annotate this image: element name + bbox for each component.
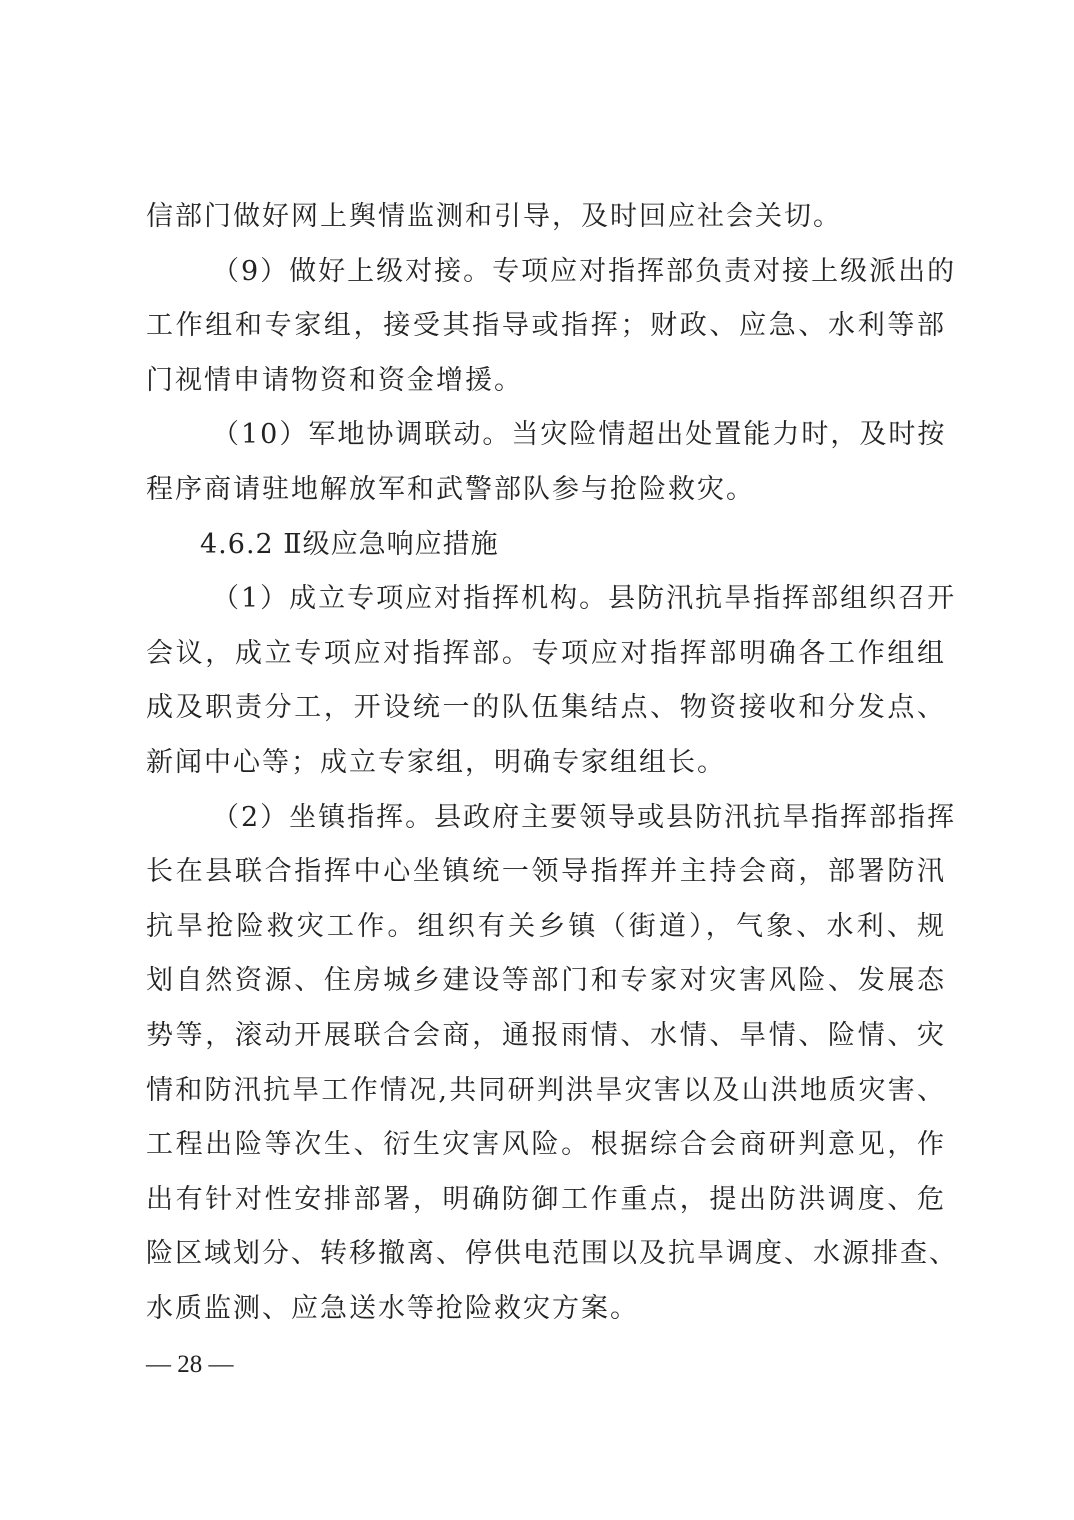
section-heading: 4.6.2 Ⅱ级应急响应措施 [200,528,499,560]
paragraph-line: 工作组和专家组，接受其指导或指挥；财政、应急、水利等部 [146,310,946,342]
paragraph-line: 长在县联合指挥中心坐镇统一领导指挥并主持会商，部署防汛 [146,856,946,888]
page-number: — 28 — [146,1351,234,1378]
body-text [146,190,958,1336]
paragraph-line: 成及职责分工，开设统一的队伍集结点、物资接收和分发点、 [146,692,946,724]
paragraph-line: 程序商请驻地解放军和武警部队参与抢险救灾。 [146,473,755,505]
paragraph-line: 水质监测、应急送水等抢险救灾方案。 [146,1292,639,1324]
paragraph-line: 会议，成立专项应对指挥部。专项应对指挥部明确各工作组组 [146,637,946,669]
paragraph-line: 出有针对性安排部署，明确防御工作重点，提出防洪调度、危 [146,1183,946,1215]
paragraph-line: 险区域划分、转移撤离、停供电范围以及抗旱调度、水源排查、 [146,1238,958,1270]
paragraph-line: 情和防汛抗旱工作情况,共同研判洪旱灾害以及山洪地质灾害、 [146,1074,946,1106]
paragraph-line: 门视情申请物资和资金增援。 [146,364,523,396]
paragraph-line: 抗旱抢险救灾工作。组织有关乡镇（街道），气象、水利、规 [146,910,946,942]
paragraph-line: （2）坐镇指挥。县政府主要领导或县防汛抗旱指挥部指挥 [212,801,957,833]
paragraph-line: 工程出险等次生、衍生灾害风险。根据综合会商研判意见，作 [146,1129,946,1161]
paragraph-line: （1）成立专项应对指挥机构。县防汛抗旱指挥部组织召开 [212,583,957,615]
paragraph-line: 信部门做好网上舆情监测和引导，及时回应社会关切。 [146,201,842,232]
paragraph-line: （9）做好上级对接。专项应对指挥部负责对接上级派出的 [212,255,957,287]
paragraph-line: 划自然资源、住房城乡建设等部门和专家对灾害风险、发展态 [146,965,946,997]
paragraph-line: 势等，滚动开展联合会商，通报雨情、水情、旱情、险情、灾 [146,1019,946,1051]
paragraph-line: （10）军地协调联动。当灾险情超出处置能力时，及时按 [212,419,947,451]
paragraph-line: 新闻中心等；成立专家组，明确专家组组长。 [146,746,726,778]
